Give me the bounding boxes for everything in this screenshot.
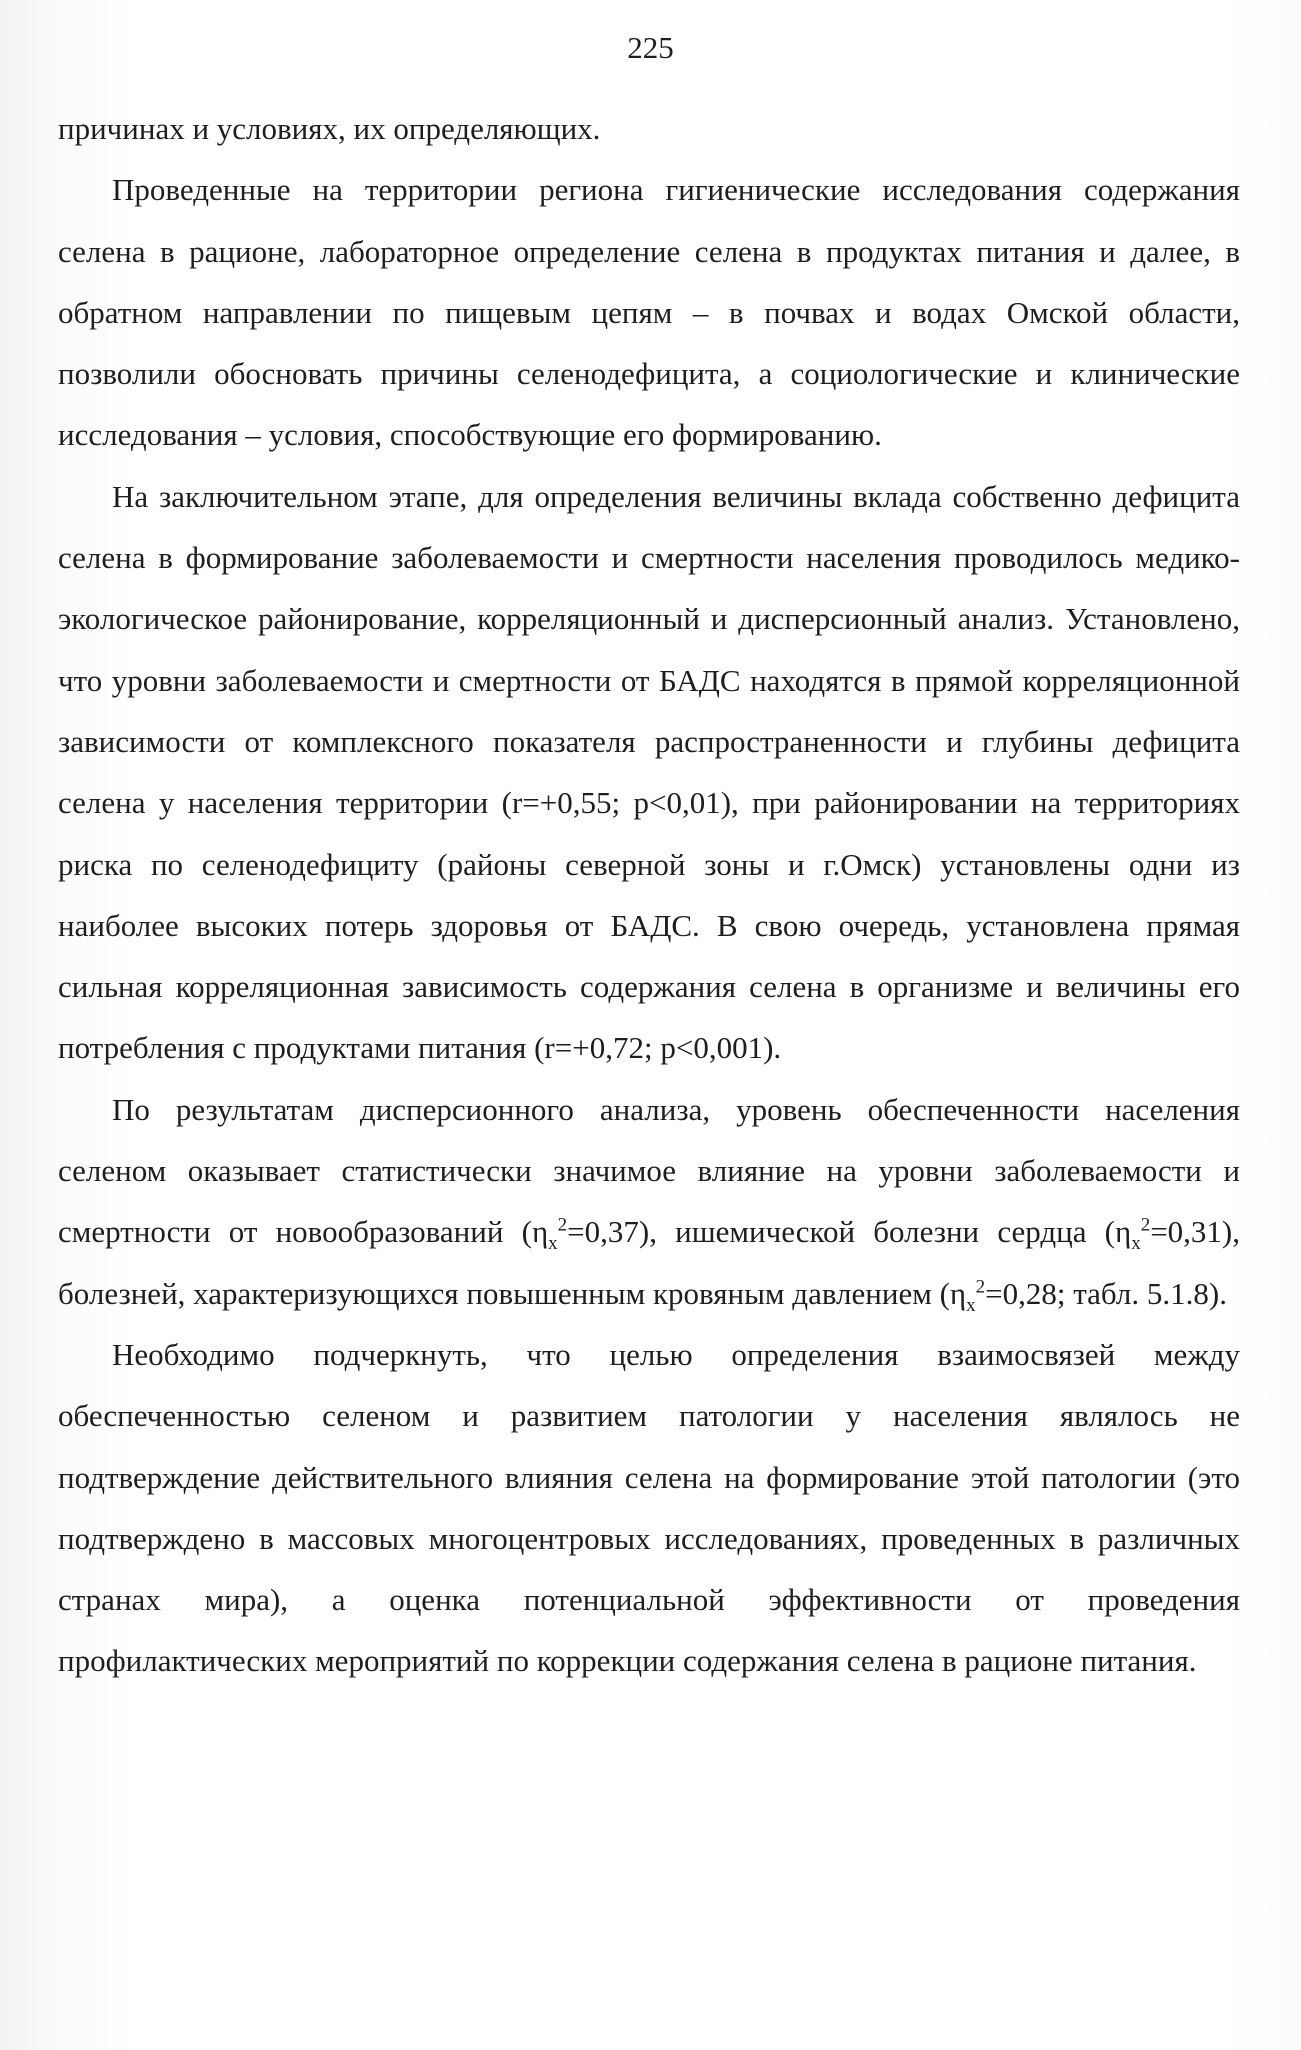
paragraph-text: причинах и условиях, их определяющих. [58,111,601,146]
paragraph-text: =0,28; табл. 5.1.8). [985,1275,1227,1311]
paragraph-1 [58,159,1240,465]
paragraph-4 [58,1324,1240,1692]
superscript: 2 [1140,1215,1151,1237]
paragraph-text: =0,31), болезней, характеризующихся повышенным кровяным давлением (η [58,1214,1241,1311]
superscript: 2 [557,1215,568,1237]
subscript: x [548,1233,558,1255]
subscript: x [1131,1233,1141,1255]
paragraph-text: =0,37), ишемической болезни сердца (η [567,1214,1132,1250]
page-number: 225 [627,30,674,65]
subscript: x [966,1294,976,1316]
paragraph-text: Проведенные на территории региона гигиенические исследования содержания селена в рационе, лабораторное определение селена в продуктах питания и далее, в обратном направлении по пищевым цепям – в почвах и водах Омской области, позволили обосновать причины селенодефицита, а социологические и клинические исследования – условия, способствующие его формированию. [58,172,1240,453]
paragraph-text: Необходимо подчеркнуть, что целью определения взаимосвязей между обеспеченностью селеном и развитием патологии у населения являлось не подтверждение действительного влияния селена на формирование этой патологии (это подтверждено в массовых многоцентровых исследованиях, проведенных в различных странах мира), а оценка потенциальной эффективности от проведения профилактических мероприятий по коррекции содержания селена в рационе питания. [58,1336,1240,1679]
paragraph-0 [58,98,1240,159]
paragraph-2 [58,466,1240,1079]
paragraph-text: На заключительном этапе, для определения величины вклада собственно дефицита селена в формирование заболеваемости и смертности населения проводилось медико-экологическое районирование, корреляционный и дисперсионный анализ. Установлено, что уровни заболеваемости и смертности от БАДС находятся в прямой корреляционной зависимости от комплексного показателя распространенности и глубины дефицита селена у населения территории (r=+0,55; p<0,01), при районировании на территориях риска по селенодефициту (районы северной зоны и г.Омск) установлены одни из наиболее высоких потерь здоровья от БАДС. В свою очередь, установлена прямая сильная корреляционная зависимость содержания селена в организме и величины его потребления с продуктами питания (r=+0,72; p<0,001). [58,478,1240,1066]
superscript: 2 [975,1276,986,1298]
body-text [58,98,1240,1692]
paragraph-text: По результатам дисперсионного анализа, уровень обеспеченности населения селеном оказывает статистически значимое влияние на уровни заболеваемости и смертности от новообразований (η [58,1091,1240,1250]
paragraph-3 [58,1079,1240,1324]
